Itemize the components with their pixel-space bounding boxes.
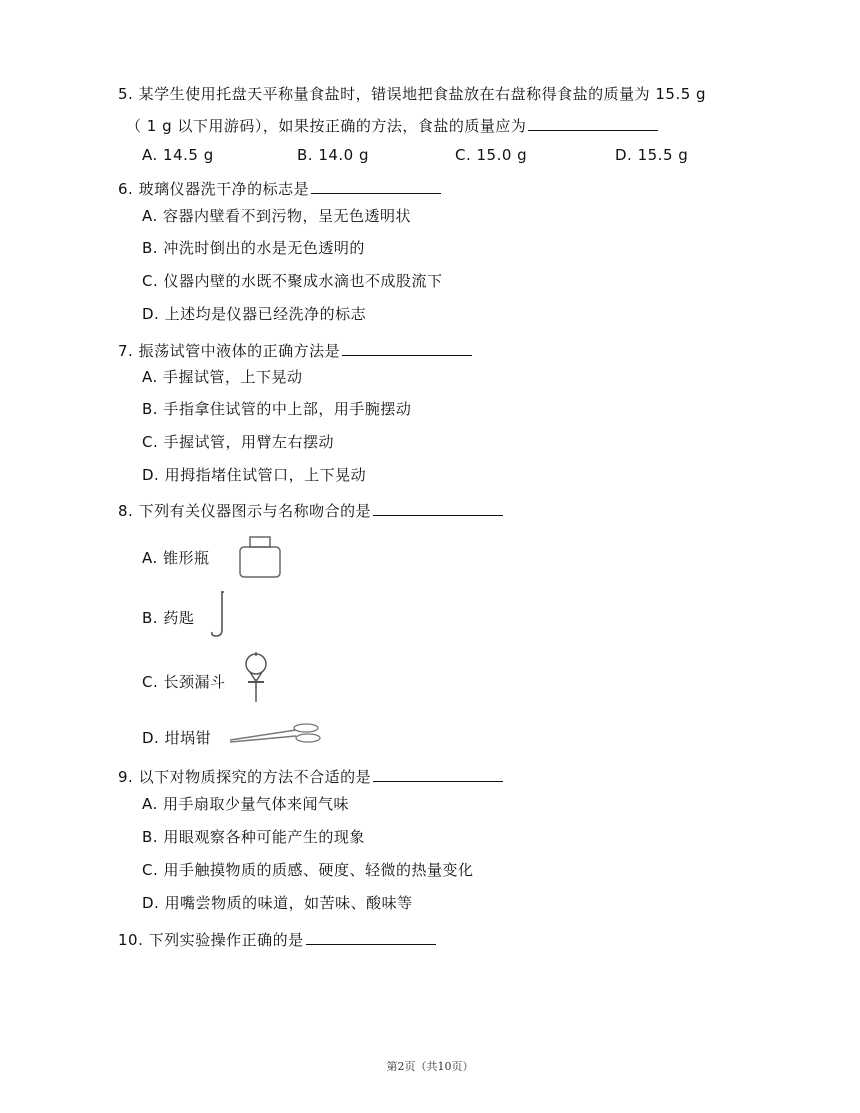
q9-stem: 9. 以下对物质探究的方法不合适的是 (118, 766, 503, 787)
q7-option-c: C. 手握试管，用臂左右摆动 (142, 433, 335, 451)
q7-option-d: D. 用拇指堵住试管口，上下晃动 (142, 466, 367, 484)
answer-blank[interactable] (311, 178, 441, 194)
answer-blank[interactable] (342, 340, 472, 356)
separatory-funnel-icon (236, 650, 276, 706)
q5-option-b: B. 14.0 g (297, 146, 370, 164)
q5-stem-line2: （ 1 g 以下用游码），如果按正确的方法，食盐的质量应为 (126, 115, 658, 136)
q5-option-c: C. 15.0 g (455, 146, 528, 164)
q6-option-b: B. 冲洗时倒出的水是无色透明的 (142, 239, 365, 257)
answer-blank[interactable] (528, 115, 658, 131)
q8-option-d: D. 坩埚钳 (142, 729, 212, 747)
q9-option-d: D. 用嘴尝物质的味道，如苦味、酸味等 (142, 894, 413, 912)
answer-blank[interactable] (373, 766, 503, 782)
spoon-icon (206, 590, 230, 640)
q9-option-b: B. 用眼观察各种可能产生的现象 (142, 828, 365, 846)
q10-stem: 10. 下列实验操作正确的是 (118, 929, 436, 950)
q9-option-a: A. 用手扇取少量气体来闻气味 (142, 795, 350, 813)
q7-option-a: A. 手握试管，上下晃动 (142, 368, 303, 386)
q6-option-a: A. 容器内壁看不到污物，呈无色透明状 (142, 207, 412, 225)
q5-option-a: A. 14.5 g (142, 146, 214, 164)
q6-option-c: C. 仪器内壁的水既不聚成水滴也不成股流下 (142, 272, 443, 290)
q6-option-d: D. 上述均是仪器已经洗净的标志 (142, 305, 367, 323)
q8-option-a: A. 锥形瓶 (142, 549, 210, 567)
q9-option-c: C. 用手触摸物质的质感、硬度、轻微的热量变化 (142, 861, 474, 879)
q7-stem: 7. 振荡试管中液体的正确方法是 (118, 340, 472, 361)
q8-option-b: B. 药匙 (142, 609, 195, 627)
q5-option-d: D. 15.5 g (615, 146, 689, 164)
q7-option-b: B. 手指拿住试管的中上部，用手腕摆动 (142, 400, 412, 418)
q5-stem-line1: 5. 某学生使用托盘天平称量食盐时，错误地把食盐放在右盘称得食盐的质量为 15.5 g (118, 85, 707, 103)
q8-stem: 8. 下列有关仪器图示与名称吻合的是 (118, 500, 503, 521)
tongs-icon (226, 720, 326, 746)
wide-mouth-bottle-icon (236, 533, 286, 579)
answer-blank[interactable] (373, 500, 503, 516)
answer-blank[interactable] (306, 929, 436, 945)
page-number: 第2页（共10页） (386, 1060, 474, 1073)
q5-options (142, 145, 842, 165)
q6-stem: 6. 玻璃仪器洗干净的标志是 (118, 178, 441, 199)
q8-option-c: C. 长颈漏斗 (142, 673, 226, 691)
